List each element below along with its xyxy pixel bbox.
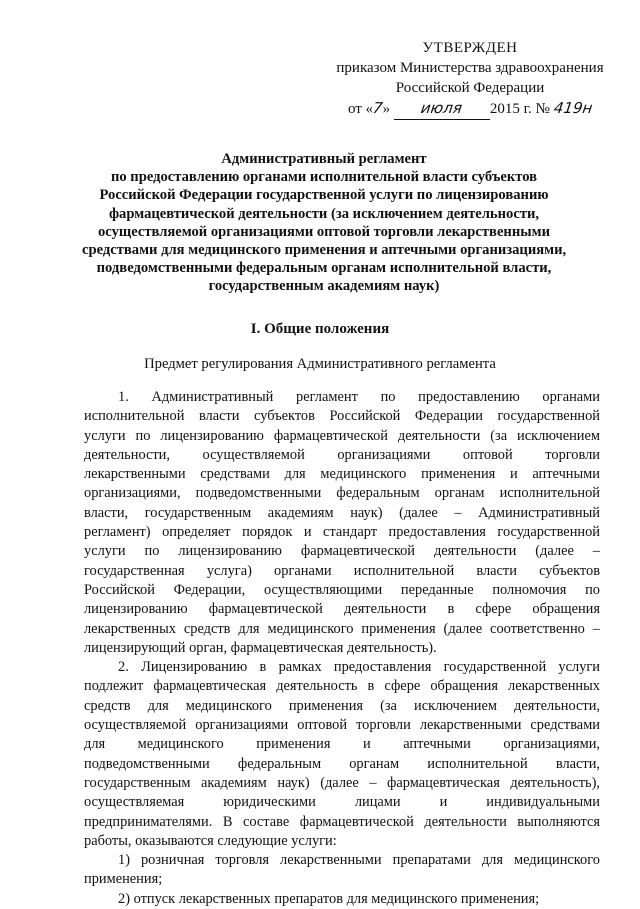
body-line: регламент) определяет порядок и стандарт предоставления государственной: [84, 524, 600, 541]
body-line: организациями, подведомственными федеральным органам исполнительной: [84, 485, 600, 502]
month-blank: [394, 98, 490, 120]
approval-country: Российской Федерации: [395, 80, 545, 96]
handwritten-month: июля: [420, 99, 464, 117]
body-line: осуществляемой организациями оптовой торговли лекарственными средствами: [84, 717, 600, 734]
body-line: применения;: [84, 871, 163, 888]
body-line: 1) розничная торговля лекарственными препаратами для медицинского: [118, 852, 600, 869]
body-line: предпринимателями. В составе фармацевтической деятельности выполняются: [84, 813, 600, 830]
document-body: [84, 388, 600, 909]
handwritten-order-number: 419н: [552, 99, 594, 117]
body-line: деятельности, осуществляемой организациями оптовой торговли: [84, 446, 600, 463]
title-line: средствами для медицинского применения и аптечными организациями,: [82, 242, 567, 259]
body-line: работы, оказываются следующие услуги:: [84, 832, 337, 849]
title-line: по предоставлению органами исполнительной власти субъектов: [110, 169, 538, 186]
body-line: услуги по лицензированию фармацевтической деятельности (далее –: [84, 543, 600, 560]
body-line: Российской Федерации, осуществляющими переданные полномочия по: [84, 581, 600, 598]
body-line: лекарственных средств для медицинского применения (далее соответственно –: [84, 620, 600, 637]
title-line: фармацевтической деятельности (за исключением деятельности,: [108, 205, 540, 222]
approval-authority: приказом Министерства здравоохранения: [336, 60, 604, 76]
body-line: 2) отпуск лекарственных препаратов для медицинского применения;: [118, 890, 540, 907]
title-line: подведомственными федеральным органам исполнительной власти,: [96, 260, 552, 277]
title-line: Административный регламент: [221, 151, 427, 167]
title-line: государственным академиям наук): [208, 278, 440, 295]
body-line: услуги по лицензированию фармацевтической деятельности (за исключением: [84, 427, 600, 444]
approval-title: УТВЕРЖДЕН: [422, 40, 518, 56]
body-line: 2. Лицензированию в рамках предоставления государственной услуги: [118, 659, 600, 676]
section-subheading: Предмет регулирования Административного регламента: [144, 356, 496, 372]
section-heading: I. Общие положения: [250, 321, 390, 337]
body-line: государственная услуга) органами исполнительной власти субъектов: [84, 562, 600, 579]
approval-date-line: [320, 98, 620, 120]
body-line: лицензирующий орган, фармацевтическая деятельность).: [84, 639, 437, 656]
body-line: государственным академиям наук) (далее – фармацевтическая деятельность),: [84, 774, 600, 791]
body-line: средств для медицинского применения (за исключением деятельности,: [84, 697, 600, 714]
date-prefix: от «: [347, 101, 374, 117]
body-line: лекарственными средствами для медицинского применения и аптечными: [84, 466, 600, 483]
body-line: для медицинского применения и аптечными организациями,: [84, 736, 600, 753]
body-line: осуществляемая юридическими лицами и индивидуальными: [84, 794, 600, 811]
body-line: исполнительной власти субъектов Российской Федерации государственной: [84, 408, 600, 425]
body-line: власти, государственным академиям наук) (далее – Административный: [84, 504, 600, 521]
handwritten-day: 7: [371, 99, 384, 117]
title-line: Российской Федерации государственной услуги по лицензированию: [99, 187, 549, 204]
body-line: лицензированию фармацевтической деятельности в сфере обращения: [84, 601, 600, 618]
approval-stamp: [320, 38, 620, 120]
title-line: осуществляемой организациями оптовой торговли лекарственными: [98, 223, 550, 240]
date-year: 2015 г. №: [489, 101, 550, 117]
document-title: [82, 150, 566, 296]
date-mid: »: [382, 101, 391, 117]
body-line: подлежит фармацевтическая деятельность в сфере обращения лекарственных: [84, 678, 600, 695]
body-line: подведомственными федеральным органам исполнительной власти,: [84, 755, 600, 772]
body-line: 1. Административный регламент по предоставлению органами: [118, 389, 600, 405]
